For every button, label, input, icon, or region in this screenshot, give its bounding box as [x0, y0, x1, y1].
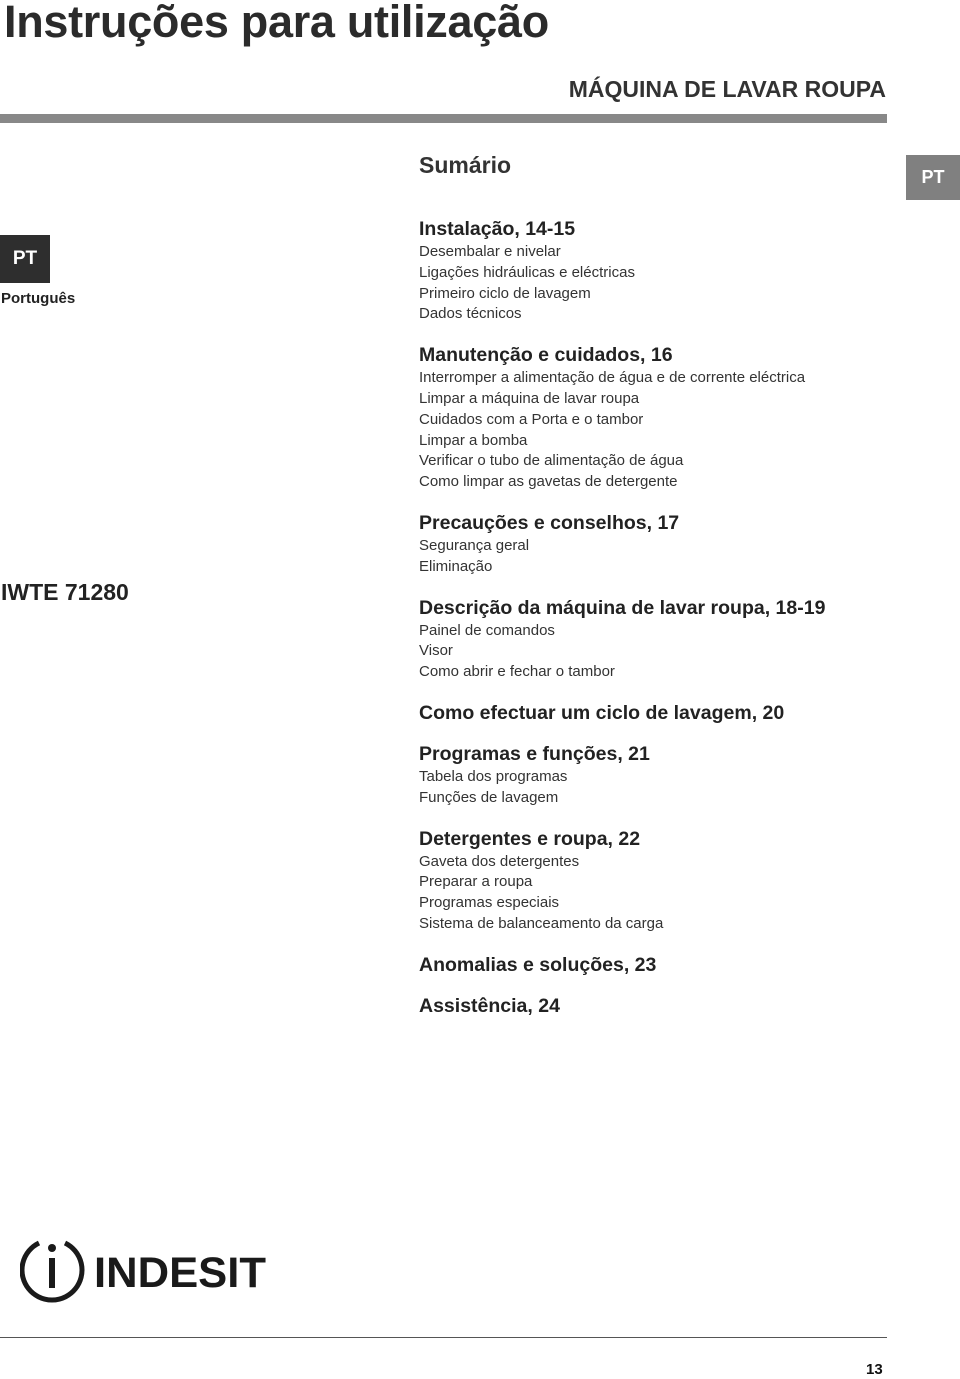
toc-title: Sumário	[419, 152, 512, 178]
toc-item: Visor	[419, 642, 453, 660]
toc-item: Preparar a roupa	[419, 873, 533, 891]
model-number: IWTE 71280	[1, 579, 129, 605]
toc-section-heading: Programas e funções, 21	[419, 742, 650, 765]
toc-item: Painel de comandos	[419, 621, 555, 639]
toc-section	[419, 702, 899, 724]
toc-section-heading: Instalação, 14-15	[419, 218, 576, 240]
toc-item: Como abrir e fechar o tambor	[419, 663, 615, 681]
language-name: Português	[1, 290, 76, 307]
toc-section-heading: Assistência, 24	[419, 994, 560, 1017]
document-title: Instruções para utilização	[4, 0, 549, 47]
toc-item: Programas especiais	[419, 894, 560, 912]
toc-item: Desembalar e nivelar	[419, 243, 561, 260]
toc-item: Verificar o tubo de alimentação de água	[419, 452, 684, 470]
toc-section	[419, 344, 899, 493]
toc-item: Dados técnicos	[419, 305, 522, 323]
toc-item: Primeiro ciclo de lavagem	[419, 284, 591, 302]
toc-item: Como limpar as gavetas de detergente	[419, 473, 678, 491]
toc-item: Segurança geral	[419, 536, 530, 554]
toc-section-heading: Detergentes e roupa, 22	[419, 827, 641, 850]
toc-item: Ligações hidráulicas e eléctricas	[419, 263, 635, 281]
table-of-contents	[419, 218, 899, 1036]
toc-section-heading: Manutenção e cuidados, 16	[419, 344, 673, 367]
toc-section-heading: Anomalias e soluções, 23	[419, 953, 657, 976]
header-divider	[0, 114, 887, 123]
toc-section-heading: Como efectuar um ciclo de lavagem, 20	[419, 701, 785, 724]
toc-section	[419, 995, 899, 1017]
toc-item: Interromper a alimentação de água e de corrente eléctrica	[419, 369, 806, 387]
indesit-logo	[20, 1236, 270, 1304]
indesit-wordmark: INDESIT	[94, 1249, 266, 1297]
toc-item: Gaveta dos detergentes	[419, 852, 580, 870]
product-type-subtitle: MÁQUINA DE LAVAR ROUPA	[568, 76, 886, 102]
language-tab: PT	[906, 155, 960, 200]
page-number: 13	[866, 1361, 883, 1378]
toc-section	[419, 954, 899, 976]
toc-item: Eliminação	[419, 557, 493, 575]
footer-divider	[0, 1337, 887, 1338]
indesit-logo-icon	[22, 1243, 82, 1300]
toc-section-heading: Descrição da máquina de lavar roupa, 18-19	[419, 596, 826, 619]
toc-item: Sistema de balanceamento da carga	[419, 914, 664, 932]
toc-section	[419, 828, 899, 935]
toc-section	[419, 218, 899, 325]
toc-item: Limpar a bomba	[419, 431, 528, 449]
toc-item: Funções de lavagem	[419, 788, 559, 806]
toc-section	[419, 597, 899, 683]
toc-item: Cuidados com a Porta e o tambor	[419, 410, 644, 428]
toc-item: Limpar a máquina de lavar roupa	[419, 389, 640, 407]
toc-item: Tabela dos programas	[419, 767, 568, 785]
toc-section	[419, 743, 899, 809]
toc-section-heading: Precauções e conselhos, 17	[419, 511, 680, 534]
language-code-box: PT	[0, 235, 50, 283]
toc-section	[419, 512, 899, 578]
